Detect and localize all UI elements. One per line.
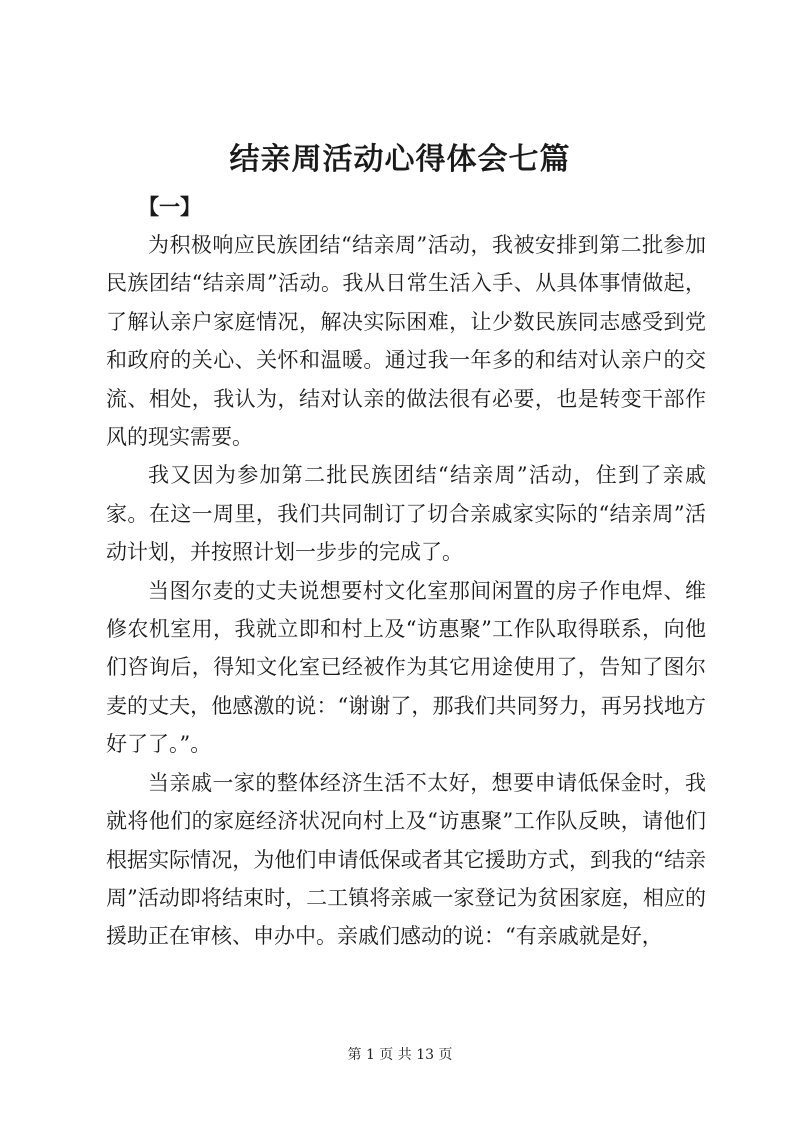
paragraph-2: 我又因为参加第二批民族团结“结亲周”活动，住到了亲戚家。在这一周里，我们共同制订了切合亲戚家实际的“结亲周”活动计划，并按照计划一步步的完成了。: [106, 463, 706, 565]
paragraph-1: 为积极响应民族团结“结亲周”活动，我被安排到第二批参加民族团结“结亲周”活动。我从日常生活入手、从具体事情做起，了解认亲户家庭情况，解决实际困难，让少数民族同志感受到党和政府的关心、关怀和温暖。通过我一年多的和结对认亲户的交流、相处，我认为，结对认亲的做法很有必要，也是转变干部作风的现实需要。: [106, 233, 706, 450]
paragraph-3: 当图尔麦的丈夫说想要村文化室那间闲置的房子作电焊、维修农机室用，我就立即和村上及“访惠聚”工作队取得联系，向他们咨询后，得知文化室已经被作为其它用途使用了，告知了图尔麦的丈夫，他感激的说：“谢谢了，那我们共同努力，再另找地方好了了。”。: [106, 578, 706, 757]
document-body: [106, 226, 706, 956]
document-title: 结亲周活动心得体会七篇: [229, 142, 571, 177]
section-heading: 【一】: [138, 194, 201, 219]
page-footer: 第 1 页 共 13 页: [347, 1047, 453, 1063]
paragraph-4: 当亲戚一家的整体经济生活不太好，想要申请低保金时，我就将他们的家庭经济状况向村上及“访惠聚”工作队反映，请他们根据实际情况，为他们申请低保或者其它援助方式，到我的“结亲周”活动即将结束时，二工镇将亲戚一家登记为贫困家庭，相应的援助正在审核、申办中。亲戚们感动的说：“有亲戚就是好，: [106, 770, 706, 949]
